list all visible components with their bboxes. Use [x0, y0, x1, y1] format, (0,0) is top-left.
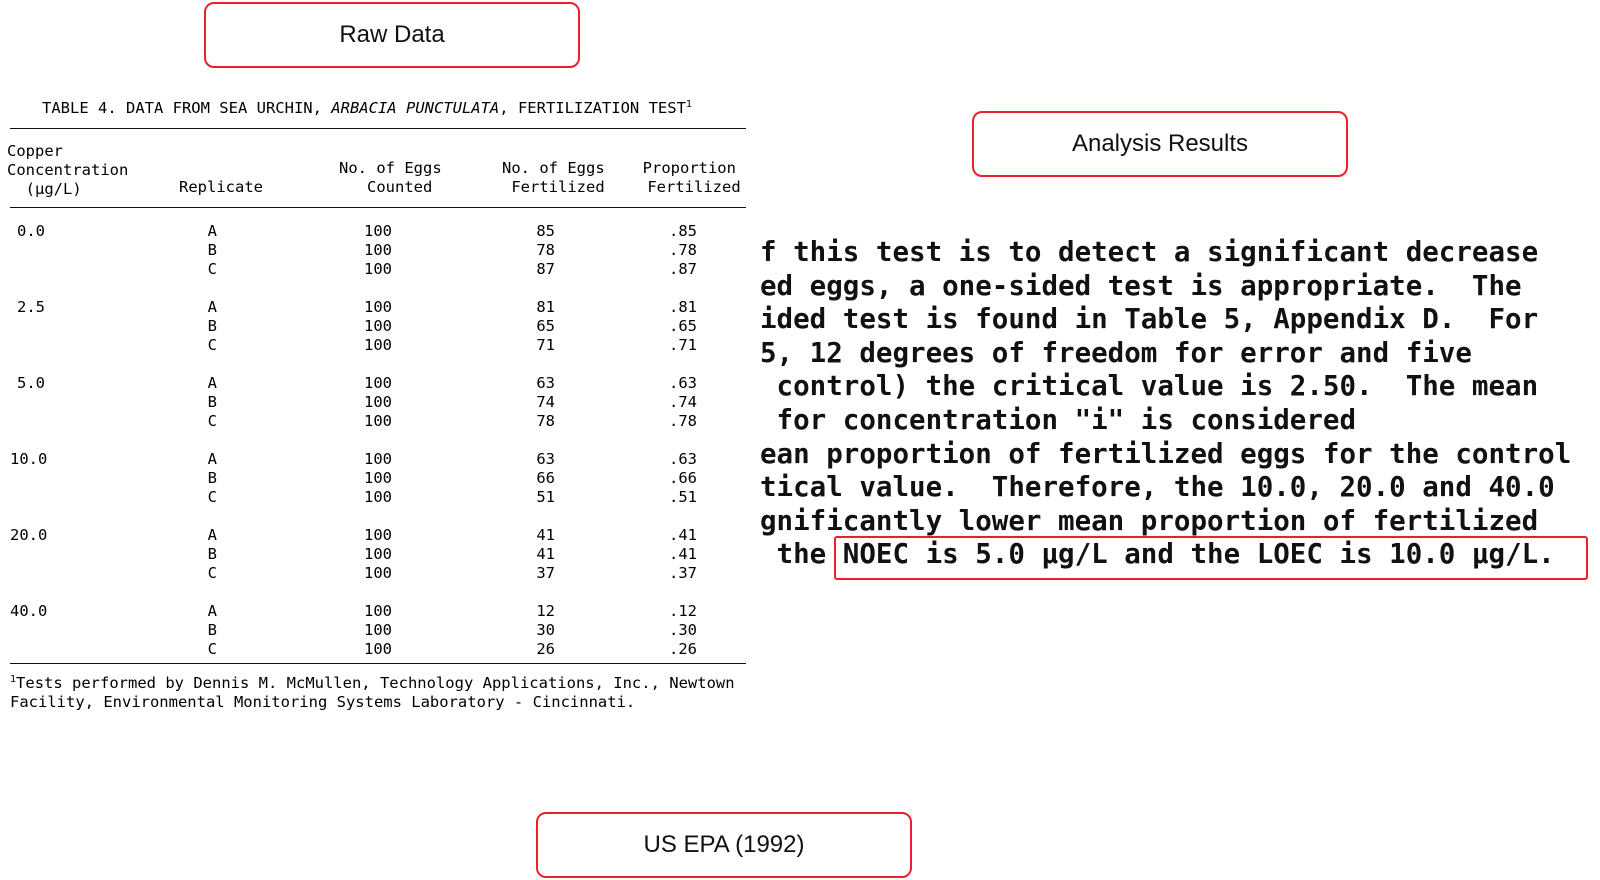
cell-counted: 100	[364, 222, 392, 240]
excerpt-line: ided test is found in Table 5, Appendix D. For	[760, 303, 1539, 336]
cell-counted: 100	[364, 469, 392, 487]
cell-replicate: B	[207, 241, 217, 259]
cell-proportion: .51	[669, 488, 697, 506]
cell-proportion: .71	[669, 336, 697, 354]
cell-counted: 100	[364, 374, 392, 392]
cell-fertilized: 63	[536, 374, 555, 392]
cell-counted: 100	[364, 241, 392, 259]
header-eggs-fertilized: No. of Eggs Fertilized	[502, 159, 605, 196]
cell-replicate: C	[207, 488, 217, 506]
header-replicate: Replicate	[179, 178, 263, 196]
table-top-rule	[10, 128, 746, 129]
header-proportion-fertilized: Proportion Fertilized	[642, 159, 741, 196]
cell-fertilized: 74	[536, 393, 555, 411]
cell-fertilized: 78	[536, 412, 555, 430]
cell-fertilized: 65	[536, 317, 555, 335]
cell-fertilized: 85	[536, 222, 555, 240]
cell-replicate: B	[207, 621, 217, 639]
cell-fertilized: 41	[536, 526, 555, 544]
cell-proportion: .87	[669, 260, 697, 278]
cell-fertilized: 66	[536, 469, 555, 487]
cell-fertilized: 37	[536, 564, 555, 582]
excerpt-line: ed eggs, a one-sided test is appropriate. The	[760, 269, 1522, 302]
cell-counted: 100	[364, 393, 392, 411]
cell-proportion: .63	[669, 450, 697, 468]
cell-concentration: 40.0	[10, 602, 48, 620]
excerpt-line: gnificantly lower mean proportion of fertilized	[760, 504, 1539, 537]
raw-data-label	[204, 2, 580, 68]
header-concentration: Copper Concentration (µg/L)	[7, 142, 129, 198]
cell-concentration: 10.0	[10, 450, 48, 468]
cell-fertilized: 30	[536, 621, 555, 639]
cell-counted: 100	[364, 621, 392, 639]
cell-fertilized: 51	[536, 488, 555, 506]
cell-proportion: .63	[669, 374, 697, 392]
source-citation-label-text: US EPA (1992)	[643, 831, 805, 858]
cell-replicate: C	[207, 564, 217, 582]
cell-counted: 100	[364, 545, 392, 563]
excerpt-line: f this test is to detect a significant decrease	[760, 236, 1539, 268]
cell-counted: 100	[364, 298, 392, 316]
excerpt-line: tical value. Therefore, the 10.0, 20.0 and 40.0	[760, 471, 1555, 504]
cell-counted: 100	[364, 450, 392, 468]
table-title: TABLE 4. DATA FROM SEA URCHIN, ARBACIA PUNCTULATA, FERTILIZATION TEST$^1$	[42, 99, 692, 118]
cell-replicate: C	[207, 260, 217, 278]
cell-replicate: C	[207, 640, 217, 658]
cell-proportion: .85	[669, 222, 697, 240]
cell-concentration: 2.5	[17, 298, 45, 316]
cell-replicate: B	[207, 469, 217, 487]
cell-replicate: C	[207, 336, 217, 354]
source-citation-label	[536, 812, 912, 878]
cell-counted: 100	[364, 640, 392, 658]
cell-proportion: .41	[669, 545, 697, 563]
cell-proportion: .41	[669, 526, 697, 544]
cell-proportion: .12	[669, 602, 697, 620]
cell-fertilized: 12	[536, 602, 555, 620]
excerpt-line: 5, 12 degrees of freedom for error and five	[760, 336, 1472, 369]
cell-counted: 100	[364, 602, 392, 620]
cell-fertilized: 71	[536, 336, 555, 354]
cell-replicate: B	[207, 545, 217, 563]
cell-counted: 100	[364, 412, 392, 430]
cell-proportion: .66	[669, 469, 697, 487]
cell-counted: 100	[364, 564, 392, 582]
cell-replicate: C	[207, 412, 217, 430]
cell-proportion: .78	[669, 241, 697, 259]
raw-data-table-scan	[0, 90, 762, 720]
excerpt-line: ean proportion of fertilized eggs for the control	[760, 437, 1572, 470]
table-bottom-rule	[10, 663, 746, 664]
cell-replicate: A	[207, 526, 217, 544]
raw-data-label-text: Raw Data	[339, 21, 445, 48]
cell-counted: 100	[364, 488, 392, 506]
excerpt-line: the NOEC is 5.0 µg/L and the LOEC is 10.0 µg/L.	[760, 538, 1555, 571]
analysis-results-label	[972, 111, 1348, 177]
cell-counted: 100	[364, 260, 392, 278]
cell-proportion: .30	[669, 621, 697, 639]
cell-concentration: 20.0	[10, 526, 48, 544]
cell-proportion: .81	[669, 298, 697, 316]
cell-fertilized: 87	[536, 260, 555, 278]
footnote-line-2: Facility, Environmental Monitoring Systems Laboratory - Cincinnati.	[10, 693, 636, 712]
table-header-rule	[10, 207, 746, 208]
cell-proportion: .74	[669, 393, 697, 411]
excerpt-line: control) the critical value is 2.50. The mean	[760, 370, 1539, 403]
cell-replicate: A	[207, 298, 217, 316]
species-name: ARBACIA PUNCTULATA	[331, 99, 500, 118]
cell-replicate: B	[207, 317, 217, 335]
cell-replicate: A	[207, 374, 217, 392]
cell-concentration: 5.0	[17, 374, 45, 392]
cell-counted: 100	[364, 336, 392, 354]
cell-replicate: A	[207, 222, 217, 240]
cell-fertilized: 41	[536, 545, 555, 563]
analysis-results-label-text: Analysis Results	[1071, 130, 1249, 157]
cell-replicate: A	[207, 450, 217, 468]
cell-proportion: .37	[669, 564, 697, 582]
footnote-mark: 1	[10, 674, 17, 685]
cell-concentration: 0.0	[17, 222, 45, 240]
excerpt-line: for concentration "i" is considered	[760, 404, 1357, 436]
cell-replicate: B	[207, 393, 217, 411]
cell-fertilized: 63	[536, 450, 555, 468]
cell-counted: 100	[364, 317, 392, 335]
header-eggs-counted: No. of Eggs Counted	[339, 159, 442, 196]
footnote-line-1: Tests performed by Dennis M. McMullen, Technology Applications, Inc., Newtown	[16, 674, 735, 693]
cell-counted: 100	[364, 526, 392, 544]
cell-replicate: A	[207, 602, 217, 620]
table-footnote	[10, 670, 735, 712]
cell-proportion: .26	[669, 640, 697, 658]
title-footnote-mark: 1	[685, 99, 692, 110]
cell-proportion: .78	[669, 412, 697, 430]
cell-fertilized: 81	[536, 298, 555, 316]
noec-loec-highlight	[834, 536, 1588, 580]
cell-fertilized: 26	[536, 640, 555, 658]
cell-proportion: .65	[669, 317, 697, 335]
cell-fertilized: 78	[536, 241, 555, 259]
